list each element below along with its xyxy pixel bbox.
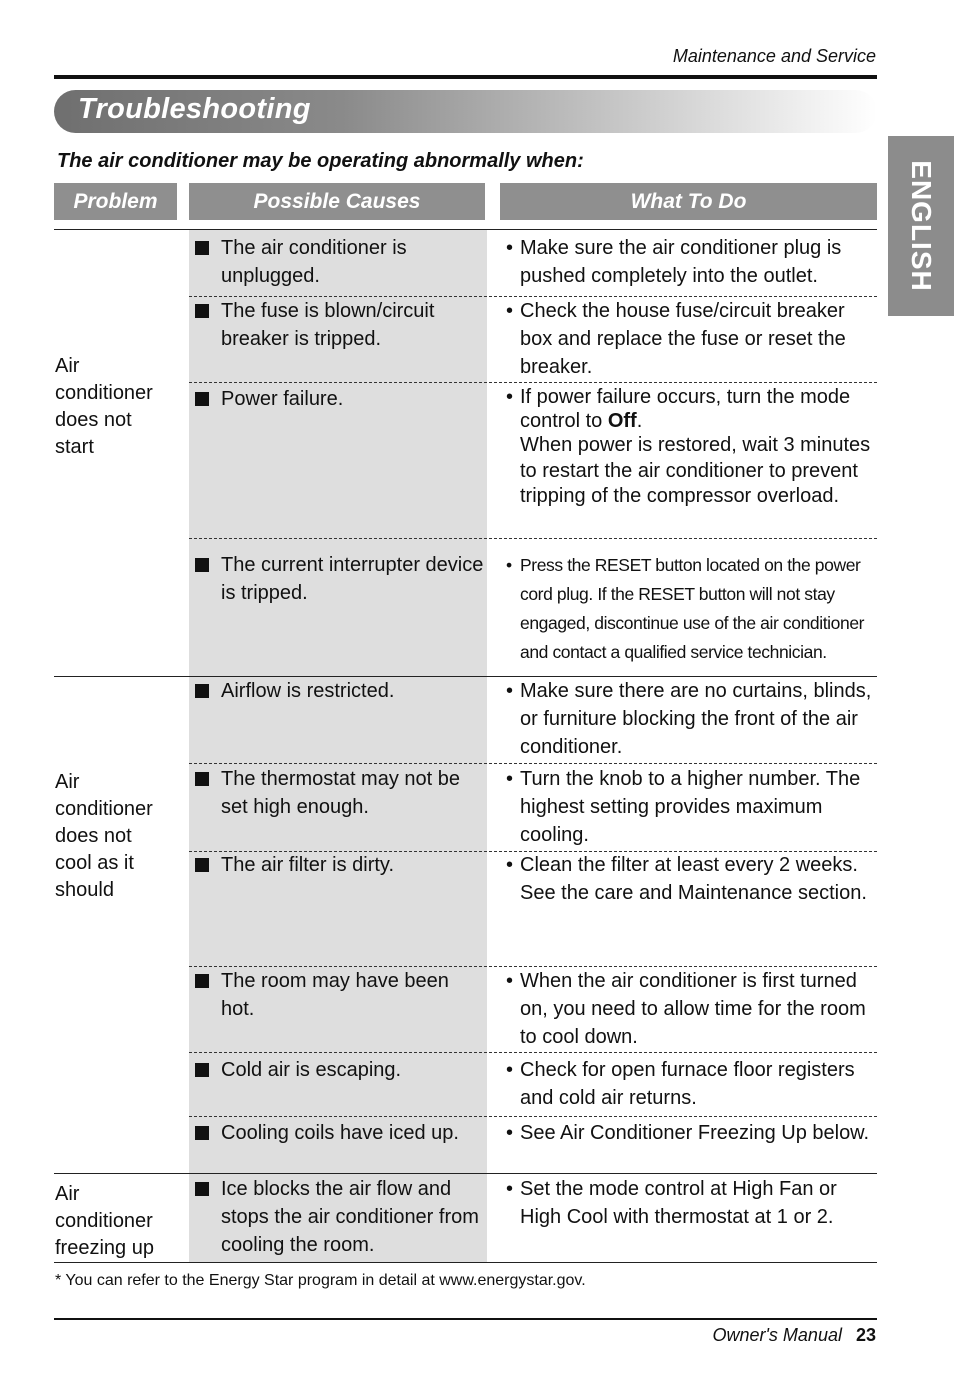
column-header-problem: Problem [54, 183, 177, 220]
bullet-icon: • [506, 970, 514, 992]
row-divider [189, 1116, 877, 1117]
cause-text: The thermostat may not be set high enough. [221, 768, 461, 818]
todo-item [506, 1119, 881, 1147]
problem-line: conditioner [55, 382, 153, 404]
cause-item [195, 1056, 485, 1084]
cause-text: Cooling coils have iced up. [221, 1122, 459, 1144]
square-bullet-icon [195, 1182, 209, 1196]
square-bullet-icon [195, 304, 209, 318]
todo-text-extra: When power is restored, wait 3 minutes to restart the air conditioner to prevent tripping of the compressor overload. [520, 434, 871, 507]
todo-item [506, 677, 881, 761]
todo-item [506, 385, 881, 510]
row-divider [189, 1052, 877, 1053]
square-bullet-icon [195, 974, 209, 988]
cause-item [195, 385, 485, 413]
bullet-icon: • [506, 680, 514, 702]
cause-text: Airflow is restricted. [221, 680, 395, 702]
cause-item [195, 967, 485, 1023]
problem-line: Air [55, 771, 80, 793]
bullet-icon: • [506, 1059, 514, 1081]
todo-text: Check the house fuse/circuit breaker box and replace the fuse or reset the breaker. [520, 300, 846, 378]
row-divider [189, 538, 877, 539]
problem-line: does not [55, 409, 132, 431]
todo-text: Make sure there are no curtains, blinds, or furniture blocking the front of the air conditioner. [520, 680, 872, 758]
todo-item [506, 765, 881, 849]
todo-text-bold: Off [607, 410, 637, 432]
todo-text: Clean the filter at least every 2 weeks. [520, 854, 858, 876]
todo-text-part: . [636, 410, 643, 432]
row-divider [189, 382, 877, 383]
todo-text [520, 385, 881, 433]
todo-text-part: If power failure occurs, turn the mode control to [520, 386, 851, 432]
problem-line: Air [55, 355, 80, 377]
row-divider [189, 763, 877, 764]
top-rule [54, 75, 877, 79]
square-bullet-icon [195, 858, 209, 872]
bullet-icon: • [506, 1178, 514, 1200]
todo-text-extra: See the care and Maintenance section. [520, 882, 867, 904]
bottom-rule [54, 1318, 877, 1320]
footnote: * You can refer to the Energy Star program in detail at www.energystar.gov. [55, 1272, 586, 1289]
problem-does-not-cool [55, 769, 153, 904]
square-bullet-icon [195, 392, 209, 406]
problem-line: cool as it [55, 852, 134, 874]
problem-line: freezing up [55, 1237, 154, 1259]
todo-text: Check for open furnace floor registers and cold air returns. [520, 1059, 855, 1109]
cause-item [195, 851, 485, 879]
cause-text: Cold air is escaping. [221, 1059, 402, 1081]
todo-text: See Air Conditioner Freezing Up below. [520, 1122, 870, 1144]
square-bullet-icon [195, 558, 209, 572]
problem-freezing-up [55, 1181, 154, 1262]
todo-item [506, 967, 881, 1051]
square-bullet-icon [195, 1063, 209, 1077]
column-header-todo: What To Do [500, 183, 877, 220]
bullet-icon: • [506, 555, 512, 575]
bullet-icon: • [506, 237, 514, 259]
cause-item [195, 234, 485, 290]
bullet-icon: • [506, 300, 514, 322]
page-number: 23 [855, 1325, 876, 1345]
problem-line: conditioner [55, 798, 153, 820]
cause-text: The air filter is dirty. [221, 854, 394, 876]
bullet-icon: • [506, 386, 514, 408]
square-bullet-icon [195, 684, 209, 698]
square-bullet-icon [195, 241, 209, 255]
cause-item [195, 297, 485, 353]
todo-item [506, 1056, 881, 1112]
todo-text: Set the mode control at High Fan or High Cool with thermostat at 1 or 2. [520, 1178, 837, 1228]
todo-item [506, 1175, 881, 1231]
language-tab-label: ENGLISH [906, 160, 937, 292]
todo-text: When the air conditioner is first turned on, you need to allow time for the room to cool down. [520, 970, 866, 1048]
cause-text: The fuse is blown/circuit breaker is tripped. [221, 300, 435, 350]
cause-item [195, 677, 485, 705]
column-header-causes: Possible Causes [189, 183, 485, 220]
cause-text: The room may have been hot. [221, 970, 449, 1020]
language-tab [888, 136, 954, 316]
cause-text: The current interrupter device is tripped. [221, 554, 484, 604]
manual-name: Owner's Manual [712, 1325, 842, 1345]
cause-item [195, 765, 485, 821]
todo-text: Turn the knob to a higher number. The highest setting provides maximum cooling. [520, 768, 861, 846]
problem-line: does not [55, 825, 132, 847]
square-bullet-icon [195, 772, 209, 786]
cause-text: The air conditioner is unplugged. [221, 237, 407, 287]
cause-item [195, 1119, 485, 1147]
bullet-icon: • [506, 854, 514, 876]
square-bullet-icon [195, 1126, 209, 1140]
todo-item [506, 851, 881, 907]
row-divider-top [54, 229, 877, 230]
title-banner [54, 90, 877, 133]
problem-does-not-start [55, 353, 153, 461]
bullet-icon: • [506, 768, 514, 790]
todo-item [506, 297, 881, 381]
section-header: Maintenance and Service [672, 46, 876, 66]
cause-item [195, 1175, 485, 1259]
page-title: Troubleshooting [78, 93, 311, 125]
bullet-icon: • [506, 1122, 514, 1144]
table-subtitle: The air conditioner may be operating abnormally when: [57, 150, 584, 172]
todo-item [506, 234, 881, 290]
problem-line: start [55, 436, 94, 458]
todo-item [506, 551, 881, 667]
page-footer [712, 1325, 876, 1346]
todo-text: Make sure the air conditioner plug is pushed completely into the outlet. [520, 237, 842, 287]
cause-item [195, 551, 485, 607]
problem-line: Air [55, 1183, 80, 1205]
problem-line: conditioner [55, 1210, 153, 1232]
cause-text: Power failure. [221, 388, 344, 410]
group-divider [54, 1173, 877, 1174]
todo-text: Press the RESET button located on the power cord plug. If the RESET button will not stay engaged, discontinue use of the air conditioner and contact a qualified service technician. [520, 555, 865, 662]
problem-line: should [55, 879, 114, 901]
cause-text: Ice blocks the air flow and stops the air conditioner from cooling the room. [221, 1178, 479, 1256]
table-bottom-rule [54, 1262, 877, 1263]
